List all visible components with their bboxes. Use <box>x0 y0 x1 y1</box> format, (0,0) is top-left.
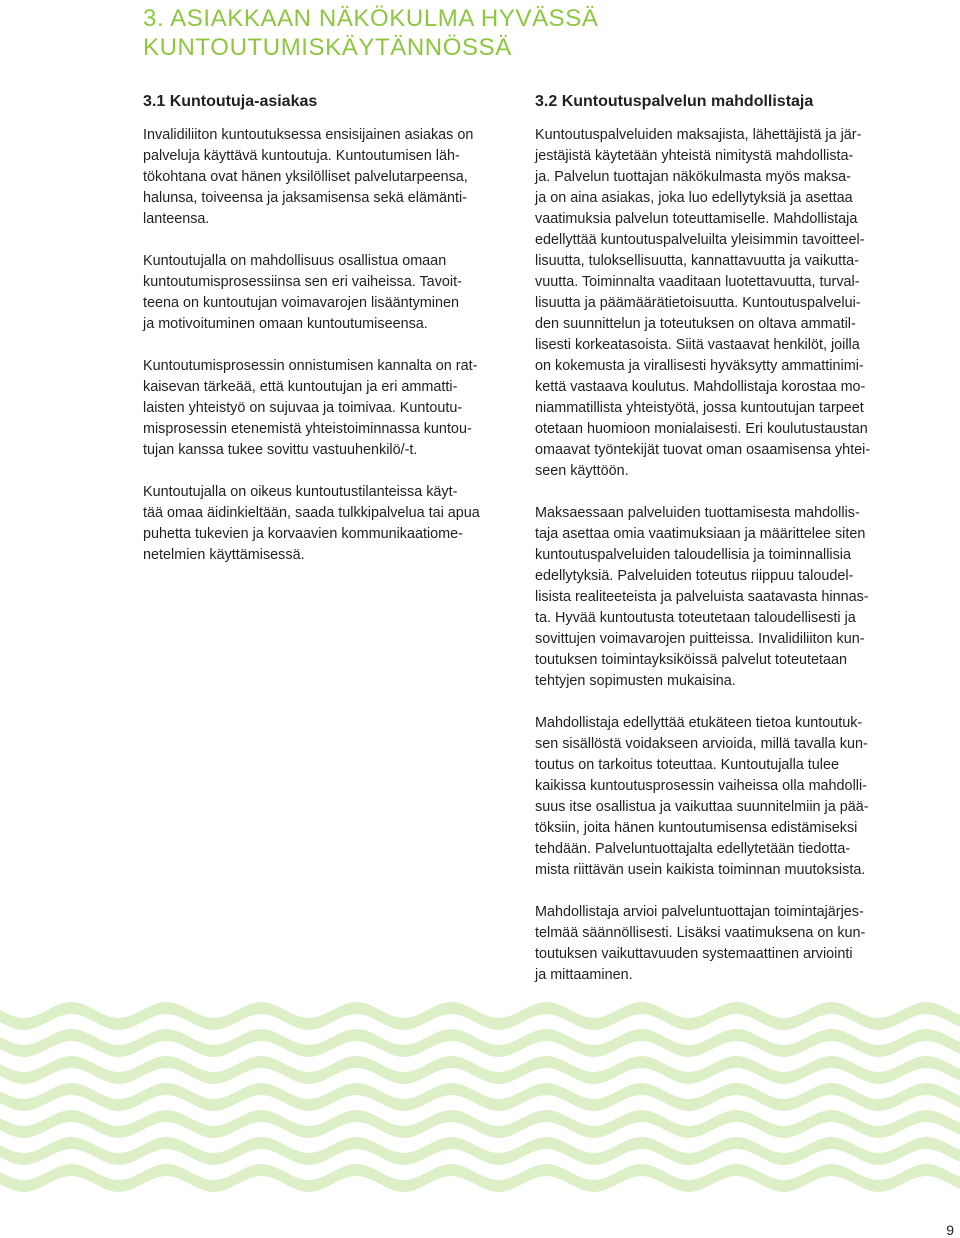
paragraph-line: ja. Palvelun tuottajan näkökulmasta myös maksa- <box>535 169 851 185</box>
right-column <box>535 92 907 1007</box>
paragraph-line: den suunnittelun ja toteutuksen on oltava ammatil- <box>535 316 856 332</box>
paragraph-line: suus itse osallistua ja vaikuttaa suunnitelmiin ja pää- <box>535 799 869 815</box>
wave-band <box>0 1137 960 1165</box>
paragraph-line: kuntoutuspalveluiden taloudellisia ja toiminnallisia <box>535 547 851 563</box>
wave-band <box>0 1029 960 1057</box>
paragraph-line: ja on aina asiakas, joka luo edellytyksiä ja asettaa <box>535 190 853 206</box>
right-paragraphs <box>535 125 907 986</box>
chapter-title-line: 3. ASIAKKAAN NÄKÖKULMA HYVÄSSÄ <box>143 5 599 32</box>
paragraph-line: kaisevan tärkeää, että kuntoutujan ja eri ammatti- <box>143 379 458 395</box>
paragraph-line: lisista realiteeteista ja palveluista saatavasta hinnas- <box>535 589 869 605</box>
paragraph <box>143 251 515 335</box>
paragraph-line: lanteensa. <box>143 211 210 227</box>
paragraph-line: kuntoutumisprosessiinsa sen eri vaiheissa. Tavoit- <box>143 274 462 290</box>
paragraph-line: tujan kanssa tukee sovittu vastuuhenkilö/-t. <box>143 442 418 458</box>
paragraph-line: halunsa, toiveensa ja jaksamisensa sekä elämänti- <box>143 190 467 206</box>
paragraph-line: ja motivoituminen omaan kuntoutumiseensa. <box>143 316 428 332</box>
paragraph-line: sen sisällöstä voidakseen arvioida, millä tavalla kun- <box>535 736 868 752</box>
paragraph-line: lisuutta ja päämäärätietoisuutta. Kuntoutuspalvelui- <box>535 295 861 311</box>
page-number: 9 <box>946 1222 954 1238</box>
paragraph-line: toutus on tarkoitus toteuttaa. Kuntoutujalla tulee <box>535 757 840 773</box>
paragraph-line: lisesti korkeatasoista. Siitä vastaavat henkilöt, joilla <box>535 337 860 353</box>
paragraph-line: kettä vastaava koulutus. Mahdollistaja korostaa mo- <box>535 379 866 395</box>
wave-band <box>0 1110 960 1138</box>
paragraph-line: sovittujen voimavarojen puitteissa. Invalidiliiton kun- <box>535 631 865 647</box>
paragraph <box>535 902 907 986</box>
section-heading-3-1: 3.1 Kuntoutuja-asiakas <box>143 93 318 110</box>
paragraph-line: Kuntoutuspalveluiden maksajista, lähettäjistä ja jär- <box>535 127 862 143</box>
paragraph-line: toutuksen vaikuttavuuden systemaattinen arviointi <box>535 946 853 962</box>
paragraph-line: mista riittävän usein kaikista toiminnan muutoksista. <box>535 862 866 878</box>
paragraph-line: Kuntoutujalla on mahdollisuus osallistua omaan <box>143 253 447 269</box>
section-heading-3-2: 3.2 Kuntoutuspalvelun mahdollistaja <box>535 93 814 110</box>
paragraph-line: töksiin, joita hänen kuntoutumisensa edistämiseksi <box>535 820 858 836</box>
paragraph-line: niammatillista yhteistyötä, jossa kuntoutujan tarpeet <box>535 400 864 416</box>
paragraph <box>143 125 515 230</box>
paragraph <box>143 482 515 566</box>
paragraph-line: tehtyjen sopimusten mukaisina. <box>535 673 736 689</box>
chapter-title-line: KUNTOUTUMISKÄYTÄNNÖSSÄ <box>143 34 512 61</box>
paragraph-line: Kuntoutumisprosessin onnistumisen kannalta on rat- <box>143 358 478 374</box>
paragraph-line: edellyttää kuntoutuspalveluilta yleisimmin tavoitteel- <box>535 232 865 248</box>
paragraph-line: tää omaa äidinkieltään, saada tulkkipalvelua tai apua <box>143 505 480 521</box>
paragraph-line: taja asettaa omia vaatimuksiaan ja määrittelee siten <box>535 526 866 542</box>
paragraph-line: toutuksen toimintayksiköissä palvelut toteutetaan <box>535 652 847 668</box>
paragraph-line: Mahdollistaja edellyttää etukäteen tietoa kuntoutuk- <box>535 715 863 731</box>
left-column <box>143 92 515 587</box>
paragraph-line: ta. Hyvää kuntoutusta toteutetaan taloudellisesti ja <box>535 610 856 626</box>
paragraph-line: seen käyttöön. <box>535 463 629 479</box>
paragraph-line: ja mittaaminen. <box>535 967 633 983</box>
chapter-title <box>143 4 703 62</box>
paragraph-line: laisten yhteistyö on sujuvaa ja toimivaa. Kuntoutu- <box>143 400 463 416</box>
paragraph-line: misprosessin etenemistä yhteistoiminnassa kuntou- <box>143 421 472 437</box>
paragraph-line: tehdään. Palveluntuottajalta edellytetään tiedotta- <box>535 841 851 857</box>
paragraph-line: Kuntoutujalla on oikeus kuntoutustilanteissa käyt- <box>143 484 458 500</box>
paragraph-line: edellytyksiä. Palveluiden toteutus riippuu taloudel- <box>535 568 854 584</box>
paragraph-line: netelmien käyttämisessä. <box>143 547 305 563</box>
paragraph-line: Mahdollistaja arvioi palveluntuottajan toimintajärjes- <box>535 904 864 920</box>
paragraph-line: vuutta. Toiminnalta vaaditaan luotettavuutta, turval- <box>535 274 860 290</box>
paragraph <box>535 713 907 881</box>
paragraph-line: telmää säännöllisesti. Lisäksi vaatimuksena on kun- <box>535 925 866 941</box>
paragraph-line: puhetta tukevien ja korvaavien kommunikaatiome- <box>143 526 463 542</box>
paragraph <box>535 125 907 482</box>
wave-pattern-decoration <box>0 1000 960 1200</box>
paragraph-line: teena on kuntoutujan voimavarojen lisääntyminen <box>143 295 459 311</box>
wave-band <box>0 1002 960 1030</box>
paragraph-line: tökohtana ovat hänen yksilölliset palvelutarpeensa, <box>143 169 468 185</box>
left-paragraphs <box>143 125 515 566</box>
paragraph-line: jestäjistä käytetään yhteistä nimitystä mahdollista- <box>535 148 854 164</box>
paragraph-line: on kokemusta ja virallisesti hyväksytty ammattinimi- <box>535 358 864 374</box>
paragraph-line: lisuutta, tuloksellisuutta, kannattavuutta ja vaikutta- <box>535 253 859 269</box>
paragraph-line: palveluja käyttävä kuntoutuja. Kuntoutumisen läh- <box>143 148 460 164</box>
paragraph-line: otetaan huomioon monialaisesti. Eri koulutustaustan <box>535 421 868 437</box>
paragraph <box>535 503 907 692</box>
wave-band <box>0 1083 960 1111</box>
paragraph-line: Maksaessaan palveluiden tuottamisesta mahdollis- <box>535 505 860 521</box>
wave-band <box>0 1164 960 1192</box>
paragraph <box>143 356 515 461</box>
paragraph-line: kaikissa kuntoutusprosessin vaiheissa olla mahdolli- <box>535 778 867 794</box>
paragraph-line: Invalidiliiton kuntoutuksessa ensisijainen asiakas on <box>143 127 474 143</box>
paragraph-line: omaavat työntekijät tuovat oman osaamisensa yhtei- <box>535 442 871 458</box>
paragraph-line: vaatimuksia palvelun toteuttamiselle. Mahdollistaja <box>535 211 858 227</box>
wave-band <box>0 1056 960 1084</box>
